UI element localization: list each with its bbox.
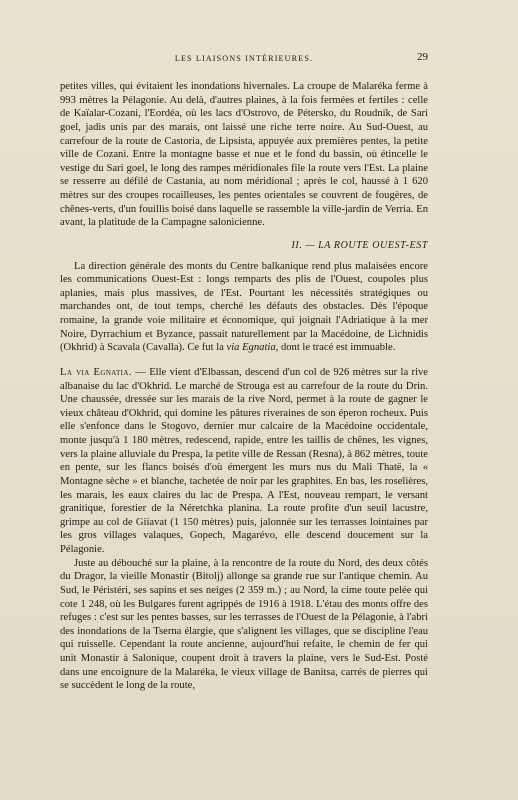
paragraph-3-text: — Elle vient d'Elbassan, descend d'un col de 926 mètres sur la rive albanaise du lac d'Okhrid. Le marché de Strouga est au carrefour de la route du Drin. Une chaussée, dressée sur les marais de la rive Nord, permet à la route de gagner le vieux château d'Okhrid, qui domine les pâtures riveraines de son éperon rocheux. Puis elle s'enfonce dans le Stogovo, dernier mur calcaire de la Macédoine occidentale, monte jusqu'à 1 180 mètres, redescend, rapide, entre les taillis de chênes, les vignes, vers la plaine alluviale du Prespa, la petite ville de Ressan (Resna), à 862 mètres, toute en pente, sur les flancs boisés d'où émergent les murs nus du Mali Thatë, la « Montagne sèche » et blanche, tachetée de noir par les graphites. En bas, les roselières, les marais, les eaux claires du lac de Prespa. A l'Est, nouveau rempart, le versant granitique, forestier de la Néretchka planina. La route profite d'un seuil lacustre, grimpe au col de Giiavat (1 150 mètres) puis, jalonnée sur les terrasses lointaines par les gros villages valaques, Gopech, Magarévo, elle descend doucement sur la Pélagonie.	[60, 366, 429, 555]
body-text	[60, 80, 428, 693]
paragraph-gap	[60, 355, 428, 366]
paragraph-1: petites villes, qui évitaient les inondations hivernales. La croupe de Malaréka ferme à 993 mètres la Pélagonie. Au delà, d'autres plaines, à la fois fermées et fertiles : celle de Kaïalar-Cozani, l'Eordéa, où les lacs d'Ostrovo, de Pétersko, du Roudnik, de Sari goel, jadis unis par des marais, ont laissé une riche terre noire. Au Sud-Ouest, au carrefour de la route de Castoria, de Lipsista, appuyée aux premières pentes, la petite ville de Cozani. Entre la montagne basse et nue et le fond du bassin, où étincelle le vestige du Sari goel, le long des rampes méridionales file la route vers l'Est. La plaine se resserre au défilé de Castania, au nom méridional ; après le col, haussé à 1 620 mètres sur des croupes rocailleuses, les pentes orientales se couvrent de fougères, de chênes-verts, d'un fouillis boisé dans laquelle se rassemble la ville-jardin de Verria. En avant, la platitude de la Campagne salonicienne.	[60, 81, 428, 229]
section-heading: II. — LA ROUTE OUEST-EST	[291, 239, 428, 251]
paragraph-2	[60, 260, 428, 355]
page-header	[60, 51, 428, 70]
running-head: LES LIAISONS INTÉRIEURES.	[174, 54, 314, 63]
paragraph-3-lead: La via Egnatia.	[60, 366, 132, 378]
via-egnatia-italic: via Egnatia	[226, 342, 276, 354]
paragraph-4: Juste au débouché sur la plaine, à la rencontre de la route du Nord, des deux côtés du Dragor, la vieille Monastir (Bitolj) allonge sa grande rue sur l'antique chemin. Au Sud, le Péristéri, ses sapins et ses neiges (2 359 m.) ; au Nord, la cime toute pelée qui cote 1 248, où les Bulgares furent agrippés de 1916 à 1918. L'étau des monts offre des refuges : c'est sur les pentes basses, sur les terrasses de l'Ouest de la Pélagonie, à l'abri des inondations de la Tserna élargie, que s'alignent les villages, que se discipline l'eau qui ruisselle. Cependant la route ancienne, aujourd'hui refaite, le chemin de fer qui unit Monastir à Salonique, coupent droit à travers la plaine, vers le Sud-Est. Posté dans une encoignure de la Malaréka, le vieux village de Banitsa, carrés de pierres qui se succèdent le long de la route,	[60, 557, 428, 692]
paragraph-3	[60, 366, 428, 557]
paragraph-2-text: La direction générale des monts du Centre balkanique rend plus malaisées encore les communications Ouest-Est : longs remparts des plis de l'Ouest, coupoles plus aplanies, mais plus massives, de l'Est. Pourtant les nécessités stratégiques ou marchandes ont, de tout temps, cherché les défauts des obstacles. Dès l'époque romaine, la grande voie militaire et économique, qui joignait l'Adriatique à la mer Noire, Dyrrachium et Byzance, passait naturellement par la Macédoine, de Lichnidis (Okhrid) à Scavala (Cavalla). Ce fut la	[60, 260, 428, 354]
paragraph-2-end: , dont le tracé est immuable.	[275, 342, 396, 354]
page-number: 29	[417, 51, 428, 63]
